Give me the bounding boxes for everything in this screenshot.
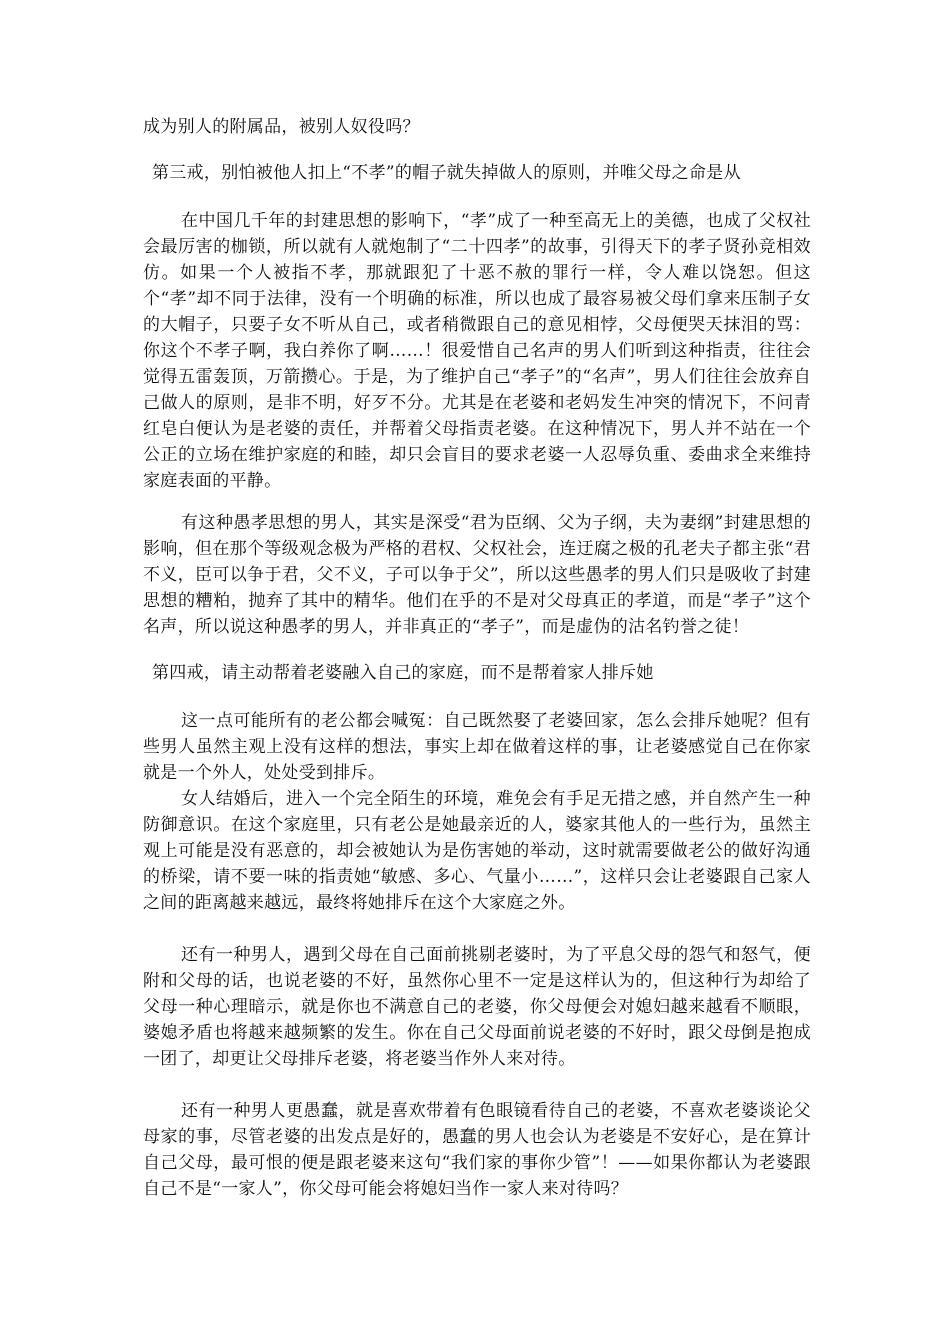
intro-line: 成为别人的附属品，被别人奴役吗？ — [143, 117, 420, 137]
section-3-paragraph-2: 有这种愚孝思想的男人，其实是深受“君为臣纲、父为子纲，夫为妻纲”封建思想的影响，但在那个等级观念极为严格的君权、父权社会，连迂腐之极的孔老夫子都主张“君不义，臣可以争于君，父不义，子可以争于父”，所以这些愚孝的男人们只是吸收了封建思想的糟粕，抛弃了其中的精华。他们在乎的不是对父母真正的孝道，而是“孝子”这个名声，所以说这种愚孝的男人，并非真正的“孝子”，而是虚伪的沽名钓誉之徒！ — [143, 513, 811, 637]
section-4-paragraph-4: 还有一种男人更愚蠢，就是喜欢带着有色眼镜看待自己的老婆，不喜欢老婆谈论父母家的事，尽管老婆的出发点是好的，愚蠢的男人也会认为老婆是不安好心，是在算计自己父母，最可恨的便是跟老婆来这句“我们家的事你少管”！——如果你都认为老婆跟自己不是“一家人”，你父母可能会将媳妇当作一家人来对待吗？ — [143, 1101, 811, 1199]
section-4-paragraph-2: 女人结婚后，进入一个完全陌生的环境，难免会有手足无措之感，并自然产生一种防御意识。在这个家庭里，只有老公是她最亲近的人，婆家其他人的一些行为，虽然主观上可能是没有恶意的，却会被她认为是伤害她的举动，这时就需要做老公的做好沟通的桥梁，请不要一味的指责她“敏感、多心、气量小……”，这样只会让老婆跟自己家人之间的距离越来越远，最终将她排斥在这个大家庭之外。 — [143, 789, 811, 913]
section-3-heading: 第三戒，别怕被他人扣上“不孝”的帽子就失掉做人的原则，并唯父母之命是从 — [152, 163, 741, 183]
section-4-heading: 第四戒，请主动帮着老婆融入自己的家庭，而不是帮着家人排斥她 — [152, 663, 654, 683]
section-4-paragraph-3: 还有一种男人，遇到父母在自己面前挑剔老婆时，为了平息父母的怨气和怒气，便附和父母的话，也说老婆的不好，虽然你心里不一定是这样认为的，但这种行为却给了父母一种心理暗示，就是你也不满意自己的老婆，你父母便会对媳妇越来越看不顺眼，婆媳矛盾也将越来越频繁的发生。你在自己父母面前说老婆的不好时，跟父母倒是抱成一团了，却更让父母排斥老婆，将老婆当作外人来对待。 — [143, 945, 811, 1069]
section-4-paragraph-1: 这一点可能所有的老公都会喊冤：自己既然娶了老婆回家，怎么会排斥她呢？但有些男人虽然主观上没有这样的想法，事实上却在做着这样的事，让老婆感觉自己在你家就是一个外人，处处受到排斥。 — [143, 711, 811, 783]
section-3-paragraph-1: 在中国几千年的封建思想的影响下，“孝”成了一种至高无上的美德，也成了父权社会最厉害的枷锁，所以就有人就炮制了“二十四孝”的故事，引得天下的孝子贤孙竞相效仿。如果一个人被指不孝，那就跟犯了十恶不赦的罪行一样，令人难以饶恕。但这个“孝”却不同于法律，没有一个明确的标准，所以也成了最容易被父母们拿来压制子女的大帽子，只要子女不听从自己，或者稍微跟自己的意见相悖，父母便哭天抹泪的骂：你这个不孝子啊，我白养你了啊……！很爱惜自己名声的男人们听到这种指责，往往会觉得五雷轰顶，万箭攒心。于是，为了维护自己“孝子”的“名声”，男人们往往会放弃自己做人的原则，是非不明，好歹不分。尤其是在老婆和老妈发生冲突的情况下，不问青红皂白便认为是老婆的责任，并帮着父母指责老婆。在这种情况下，男人并不站在一个公正的立场在维护家庭的和睦，却只会盲目的要求老婆一人忍辱负重、委曲求全来维持家庭表面的平静。 — [143, 211, 811, 491]
